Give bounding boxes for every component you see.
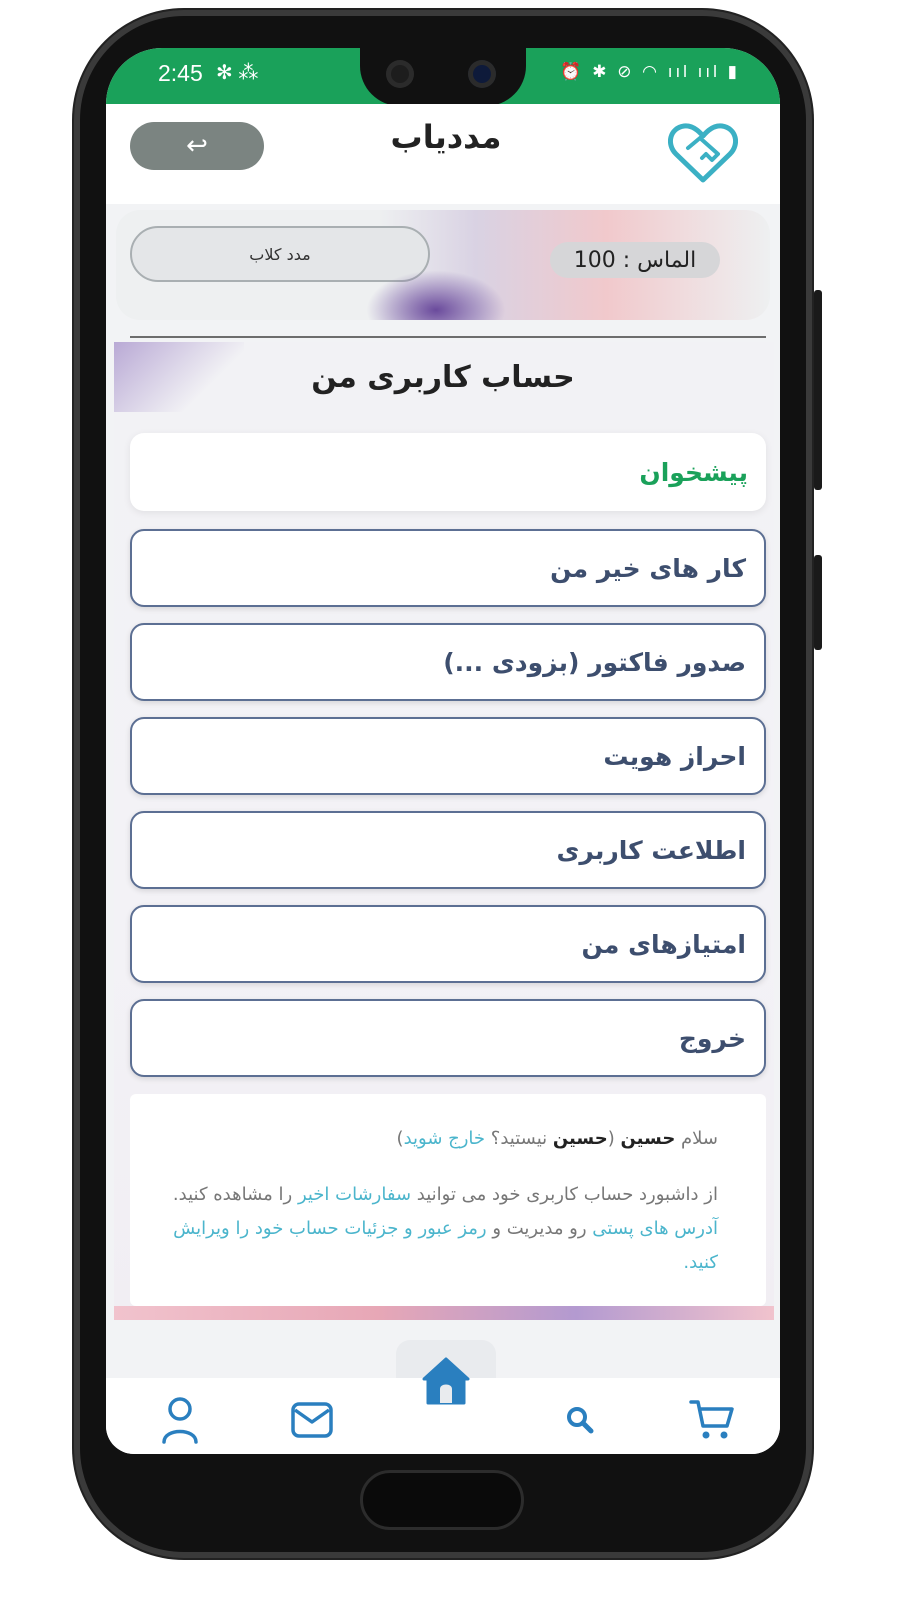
paren-open: ( <box>607 1128 621 1149</box>
user-icon <box>160 1396 200 1444</box>
dashboard-description <box>170 1178 718 1280</box>
user-name: حسین <box>620 1128 676 1149</box>
home-tab[interactable] <box>416 1350 476 1410</box>
status-system-icons: ⏰ ✱ ⊘ ◠ ııl ııl ▮ <box>560 62 740 81</box>
menu-item-invoice[interactable]: صدور فاکتور (بزودی ...) <box>130 623 766 701</box>
madad-club-button[interactable]: مدد کلاب <box>130 226 430 282</box>
phone-frame <box>74 10 812 1558</box>
menu-item-dashboard[interactable]: پیشخوان <box>130 433 766 511</box>
status-notification-icons: ✻ ⁂ <box>216 62 259 84</box>
screen <box>106 48 780 1454</box>
status-time: 2:45 <box>158 60 203 86</box>
messages-tab[interactable] <box>282 1390 342 1450</box>
user-name-repeat: حسین <box>552 1128 608 1149</box>
greeting-line <box>170 1122 718 1156</box>
account-details-link[interactable]: رمز عبور و جزئیات حساب خود را ویرایش کنید. <box>173 1218 718 1273</box>
paren-close: ) <box>396 1128 404 1149</box>
home-icon <box>420 1355 472 1405</box>
not-you-text: نیستید؟ <box>485 1128 553 1149</box>
page-title: حساب کاربری من <box>311 360 575 395</box>
recent-orders-link[interactable]: سفارشات اخیر <box>297 1184 412 1205</box>
menu-item-my-points[interactable]: امتیازهای من <box>130 905 766 983</box>
menu-item-user-info[interactable]: اطلاعت کاربری <box>130 811 766 889</box>
app-title: مددیاب <box>390 118 502 156</box>
description-text-1: از داشبورد حساب کاربری خود می توانید <box>411 1184 718 1205</box>
sensor-icon <box>386 60 414 88</box>
back-button[interactable] <box>130 122 264 170</box>
diamond-balance: الماس : 100 <box>550 242 720 278</box>
description-text-2: را مشاهده کنید. <box>172 1184 298 1205</box>
wallet-card <box>116 210 770 320</box>
welcome-info-card <box>130 1094 766 1306</box>
menu-item-verification[interactable]: احراز هویت <box>130 717 766 795</box>
back-arrow-icon: ↩ <box>186 131 208 161</box>
search-tab[interactable] <box>550 1390 610 1450</box>
camera-notch <box>360 48 526 106</box>
greeting-prefix: سلام <box>681 1128 718 1149</box>
app-header <box>106 104 780 204</box>
addresses-link[interactable]: آدرس های پستی <box>592 1218 718 1239</box>
cart-icon <box>689 1398 735 1442</box>
volume-button <box>814 290 822 490</box>
mail-icon <box>290 1400 334 1440</box>
profile-tab[interactable] <box>150 1390 210 1450</box>
menu-item-logout[interactable]: خروج <box>130 999 766 1077</box>
heart-logo-icon <box>668 122 738 184</box>
hardware-home-button[interactable] <box>360 1470 524 1530</box>
cart-tab[interactable] <box>682 1390 742 1450</box>
power-button <box>814 555 822 650</box>
divider <box>130 336 766 338</box>
search-icon <box>564 1404 596 1436</box>
bottom-navigation <box>106 1378 780 1454</box>
logout-link[interactable]: خارج شوید <box>403 1128 486 1149</box>
menu-item-my-charities[interactable]: کار های خیر من <box>130 529 766 607</box>
front-camera-icon <box>468 60 496 88</box>
description-text-3: رو مدیریت و <box>486 1218 593 1239</box>
